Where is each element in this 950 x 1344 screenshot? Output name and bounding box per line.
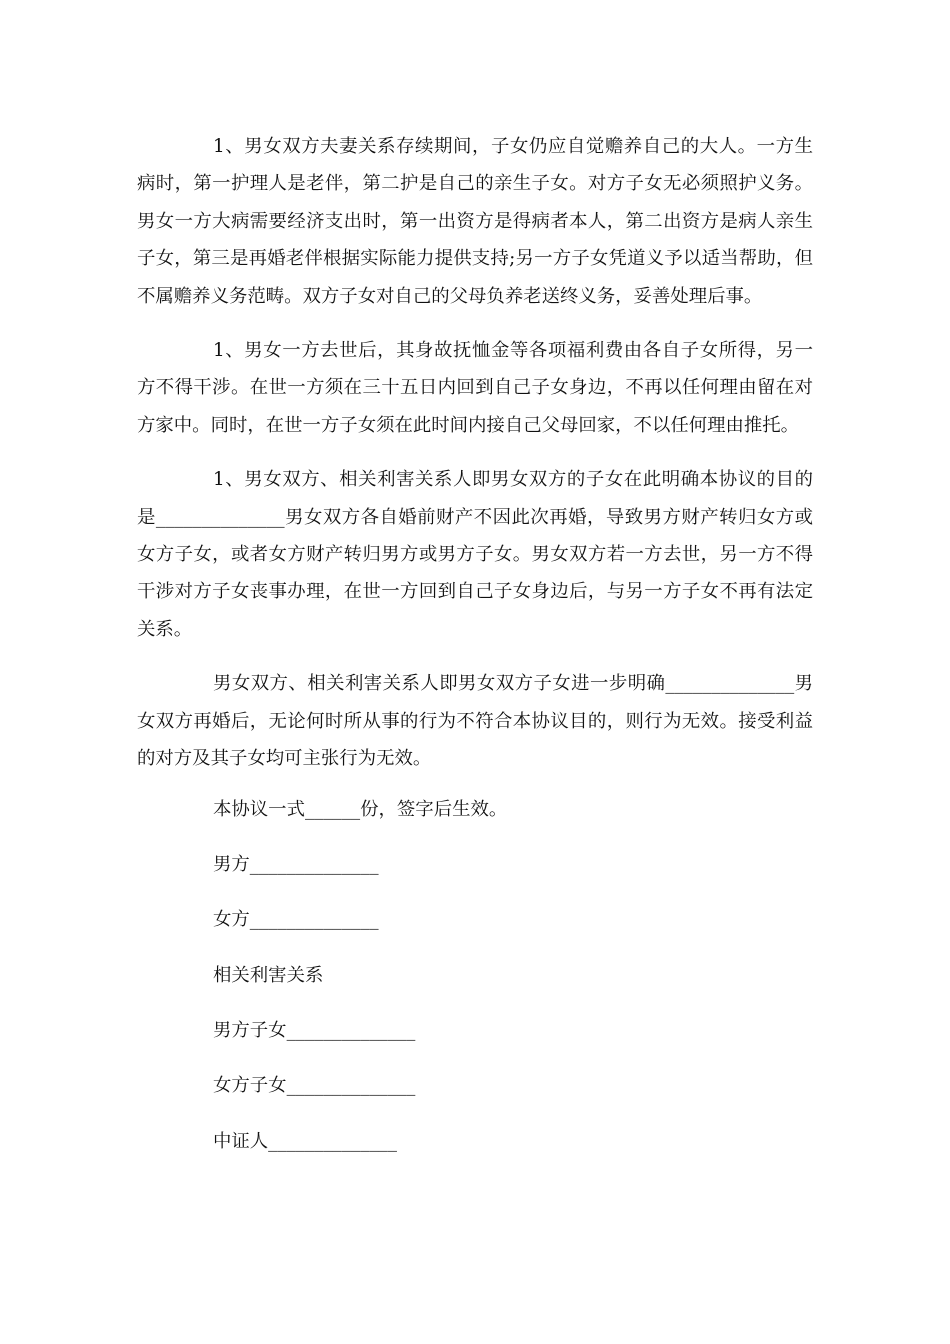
paragraph-invalid-acts: 男女双方、相关利害关系人即男女双方子女进一步明确______________男女双方再婚后，无论何时所从事的行为不符合本协议目的，则行为无效。接受利益的对方及其子女均可主张行为无效。	[137, 673, 813, 770]
paragraph-care-obligations: 1、男女双方夫妻关系存续期间，子女仍应自觉赡养自己的大人。一方生病时，第一护理人是老伴，第二护是自己的亲生子女。对方子女无必须照护义务。男女一方大病需要经济支出时，第一出资方是得病者本人，第二出资方是病人亲生子女，第三是再婚老伴根据实际能力提供支持;另一方子女凭道义予以适当帮助，但不属赡养义务范畴。双方子女对自己的父母负养老送终义务，妥善处理后事。	[137, 136, 813, 307]
signature-male: 男方______________	[213, 853, 379, 875]
signature-female-children: 女方子女______________	[213, 1075, 416, 1097]
paragraph-death-benefits: 1、男女一方去世后，其身故抚恤金等各项福利费由各自子女所得，另一方不得干涉。在世一方须在三十五日内回到自己子女身边，不再以任何理由留在对方家中。同时，在世一方子女须在此时间内接自己父母回家，不以任何理由推托。	[137, 340, 813, 436]
signature-female: 女方______________	[213, 909, 379, 931]
copies-clause: 本协议一式______份，签字后生效。	[213, 798, 508, 820]
signature-male-children: 男方子女______________	[213, 1020, 416, 1042]
interested-parties-heading: 相关利害关系	[213, 964, 324, 986]
paragraph-agreement-purpose: 1、男女双方、相关利害关系人即男女双方的子女在此明确本协议的目的是______________男女双方各自婚前财产不因此次再婚，导致男方财产转归女方或女方子女，或者女方财产转归男方或男方子女。男女双方若一方去世，另一方不得干涉对方子女丧事办理，在世一方回到自己子女身边后，与另一方子女不再有法定关系。	[137, 469, 813, 640]
signature-witness: 中证人______________	[213, 1130, 397, 1152]
document-body	[137, 128, 813, 1160]
